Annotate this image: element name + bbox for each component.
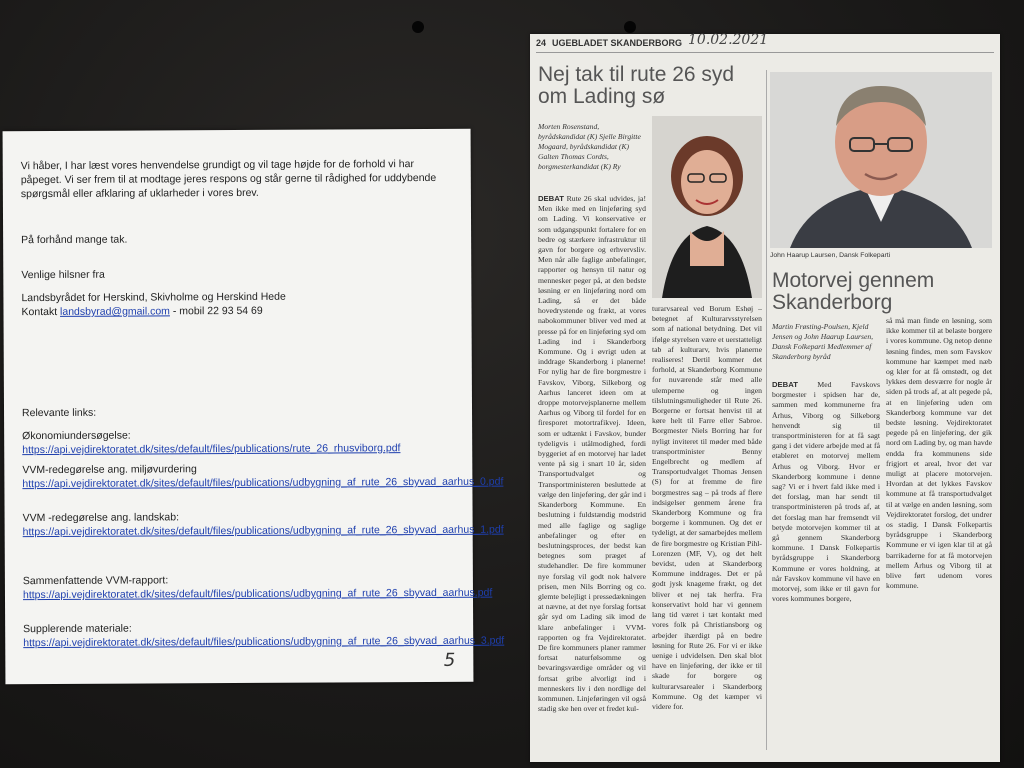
article2-column2	[886, 316, 992, 624]
article2-byline: Martin Frøsting-Poulsen, Kjeld Jensen og John Haarup Laursen, Dansk Folkeparti Medlemmer af Skanderborg byråd	[772, 322, 874, 361]
article1-portrait	[652, 116, 762, 298]
article1-headline: Nej tak til rute 26 syd om Lading sø	[538, 63, 735, 108]
letter-thanks: På forhånd mange tak.	[21, 233, 128, 247]
pin-hole-right	[624, 21, 636, 33]
link-label-5: Supplerende materiale:	[23, 622, 132, 636]
clip-header	[536, 38, 682, 48]
article1-column1	[538, 194, 646, 754]
newspaper-clipping	[530, 34, 1000, 762]
article1-col2-text: turarvsareal ved Borum Eshøj – betegnet af Kulturarvsstyrelsen som af national betydning. Det vil ifølge styrelsen være et uerstatteligt tab af kulturarv, hvis planerne realiseres! Dertil kommer det forhold, at Skanderborg Kommune for nuværende står med alle ulemperne og ingen tilslutningsmuligheder til Rute 26. Borgerne er fortsat henvist til at køre helt til Farre eller Sabroe. Borgmester Niels Borring har for nyligt inviteret til møder med både transportminister Benny Engelbrecht og medlem af Transportudvalget Thomas Jensen (S) for at fremme de fire borgmestres sag – på trods af flere indsigelser genmem årene fra Skanderborg Kommune og fra borgerne i kommunen. Og det er tydeligt, at der samarbejdes mellem de fire borgmestre og Kristian Pihl-Lorenzen (MF, V), og det helt bevidst, uden at Skanderborg Kommune inddrages. Det er på godt jysk knageme frækt, og det bliver et nej tak herfra. Fra konservativt hold har vi gennem lang tid været i tæt kontakt med vores folk på Christiansborg og arbejder ihærdigt på en bedre løsning for Rute 26. For vi er ikke uenige i udvidelsen. Den skal blot have en linjeføring, der ikke er til skade for borgere og kulturarvsarealer i Skanderborg Kommune. Og det kæmper vi videre for.	[652, 304, 762, 711]
letter-intro: Vi håber, I har læst vores henvendelse grundigt og vil tage højde for de forhold vi har påpeget. Vi ser frem til at modtage jeres respons og står gerne til rådighed for uddybende spørgsmål eller afklaring af uklarheder i vores brev.	[20, 158, 437, 201]
link-label-3: VVM -redegørelse ang. landskab:	[22, 511, 180, 525]
link-label-2: VVM-redegørelse ang. miljøvurdering	[22, 463, 197, 477]
link-url-2[interactable]: https://api.vejdirektoratet.dk/sites/default/files/publications/udbygning_af_rute_26_sbyvad_aarhus_0.pdf	[22, 475, 504, 491]
article1-byline: Morten Rosenstand, byrådskandidat (K) Sjelle Birgitte Mogaard, byrådskandidat (K) Galten Thomas Cordts, borgmesterkandidat (K) Ry	[538, 122, 641, 171]
link-label-4: Sammenfattende VVM-rapport:	[22, 574, 169, 588]
contact-phone: - mobil 22 93 54 69	[172, 304, 263, 318]
newspaper-name: UGEBLADET SKANDERBORG	[552, 38, 683, 48]
article2-col2-text: så må man finde en løsning, som ikke kommer til at belaste borgere i vores kommune. Og netop denne løsning findes, men som Favskov kommune har kæmpet med næb og klør for at få omstødt, og det lykkes dem desværre for nogle år siden på trods af, at alt pegede på, at en linjeføring uden om Skanderborg kommune var det bedste løsning. Vejdirektoratet pegede på en linjeføring, der gik nord om Lading by, og man havde endda fra kommunens side frigjort et areal, hvor det var muligt at placere motorvejen. Hvordan at det lykkes Favskov kommune at få transportudvalget til at vælge en anden løsning, som Vejdirektoratet forslog, det undrer os stadig. I Dansk Folkepartis byrådsgruppe i Skanderborg Kommune er vi igen klar til at gå barrikaderne for at få motorvejen mellem Århus og Viborg til at blive ført udenom vores kommune.	[886, 316, 992, 591]
letter-sheet	[3, 129, 505, 684]
article2-portrait	[770, 72, 992, 248]
links-heading: Relevante links:	[22, 406, 97, 420]
handwritten-date: 10.02.2021	[688, 32, 769, 48]
article2-lead: DEBAT	[772, 380, 798, 389]
article2-column1	[772, 380, 880, 630]
link-url-3[interactable]: https://api.vejdirektoratet.dk/sites/default/files/publications/udbygning_af_rute_26_sbyvad_aarhus_1.pdf	[22, 523, 504, 539]
link-url-1[interactable]: https://api.vejdirektoratet.dk/sites/default/files/publications/rute_26_rhusviborg.pdf	[22, 442, 401, 457]
article1-column2	[652, 304, 762, 754]
contact-prefix: Kontakt	[21, 305, 58, 319]
article2-headline: Motorvej gennem Skanderborg	[772, 269, 935, 314]
letter-greeting: Venlige hilsner fra	[21, 268, 105, 282]
letter-contact	[21, 303, 457, 319]
woman-portrait-image	[652, 116, 762, 298]
letter-org: Landsbyrådet for Herskind, Skivholme og Herskind Hede	[21, 290, 286, 305]
article2-photo-caption: John Haarup Laursen, Dansk Folkeparti	[770, 252, 891, 259]
page-number: 5	[443, 649, 456, 671]
link-url-5[interactable]: https://api.vejdirektoratet.dk/sites/default/files/publications/udbygning_af_rute_26_sbyvad_aarhus_3.pdf	[23, 634, 505, 650]
link-url-4[interactable]: https://api.vejdirektoratet.dk/sites/default/files/publications/udbygning_af_rute_26_sbyvad_aarhus.pdf	[22, 586, 493, 602]
header-rule	[536, 52, 994, 53]
pin-hole-left	[412, 21, 424, 33]
article1-lead: DEBAT	[538, 194, 564, 203]
link-label-1: Økonomiundersøgelse:	[22, 429, 131, 443]
contact-email-link[interactable]: landsbyrad@gmail.com	[60, 305, 170, 318]
article1-col1-text: Rute 26 skal udvides, ja! Men ikke med en linjeføring syd om Lading. Vi konservative er som udgangspunkt fortalere for en bedre og stærkere infrastruktur til gavn for borgere og erhvervsliv. Men når alle faglige anbefalinger, rapporter og hensyn til natur og mennesker peger på, at den bedste løsning er en linjeføring nord om Lading, så er det både hovedrystende og frækt, at vores nabokommuner bliver ved med at presse på for en linjeføring syd om Lading ind i Skanderborg Kommune. Og i øvrigt uden at inddrage Skanderborg i planerne! For nylig har de fire borgmestre i Favskov, Viborg, Silkeborg og Aarhus lanceret ideen om at droppe motorvejsplanerne mellem Aarhus og Viborg til fordel for en firesporet motortrafikvej. Ideen, som er udtænkt i Favskov, bunder tydeligvis i utålmodighed, fordi byggeriet af en motorvej har ladet vente på sig i snart 10 år, siden Transportudvalget og Transportministeren besluttede at vælge den linjeføring, der går ind i Skanderborg Kommune. En beslutning i fuldstændig modstrid med alle faglige og saglige anbefalinger og efter en beslutningsproces, der bedst kan betegnes som præget af studehandler. De fire kommuner nye forslag vil godt nok halvere prisen, men Nils Borring og co. glemte belejligt i pressedækningen at nævne, at det nye forslag fortsat går syd om Lading sik imod de klare anbefalinger i VVM-rapporten og fra Vejdirektoratet. De fire kommuners planer rammer fortsat naturfølsomme og bevaringsværdige områder og vil fortsat gribe alvorligt ind i menneskers liv i den nordlige del kommunen. Linjeføringen vil også stadig ske hen over et fredet kul-	[538, 194, 646, 714]
article2-col1-text: Med Favskovs borgmester i spidsen har de, sammen med kommunerne fra Århus, Viborg og Silkeborg henvendt sig til transportministeren for at få sagt gang i det videre arbejde med at få etableret en motorvej mellem Århus og Viborg. Hvor er Skanderborg kommune i denne sag? Vi er i hvert fald ikke med i det forslag, man har sendt til transportministeren på trods af, at det forslag man har fremsendt vil betyde motorvejen kommer til at gå gennem Skanderborg kommune. I Dansk Folkepartis byrådsgruppe i Skanderborg Kommune er vores holdning, at når Favskov kommune vil have en motorvej, som ikke er til gavn for vores kommunes borgere,	[772, 380, 880, 604]
man-portrait-image	[770, 72, 992, 248]
column-divider	[766, 70, 767, 750]
newspaper-page-number: 24	[536, 38, 547, 48]
